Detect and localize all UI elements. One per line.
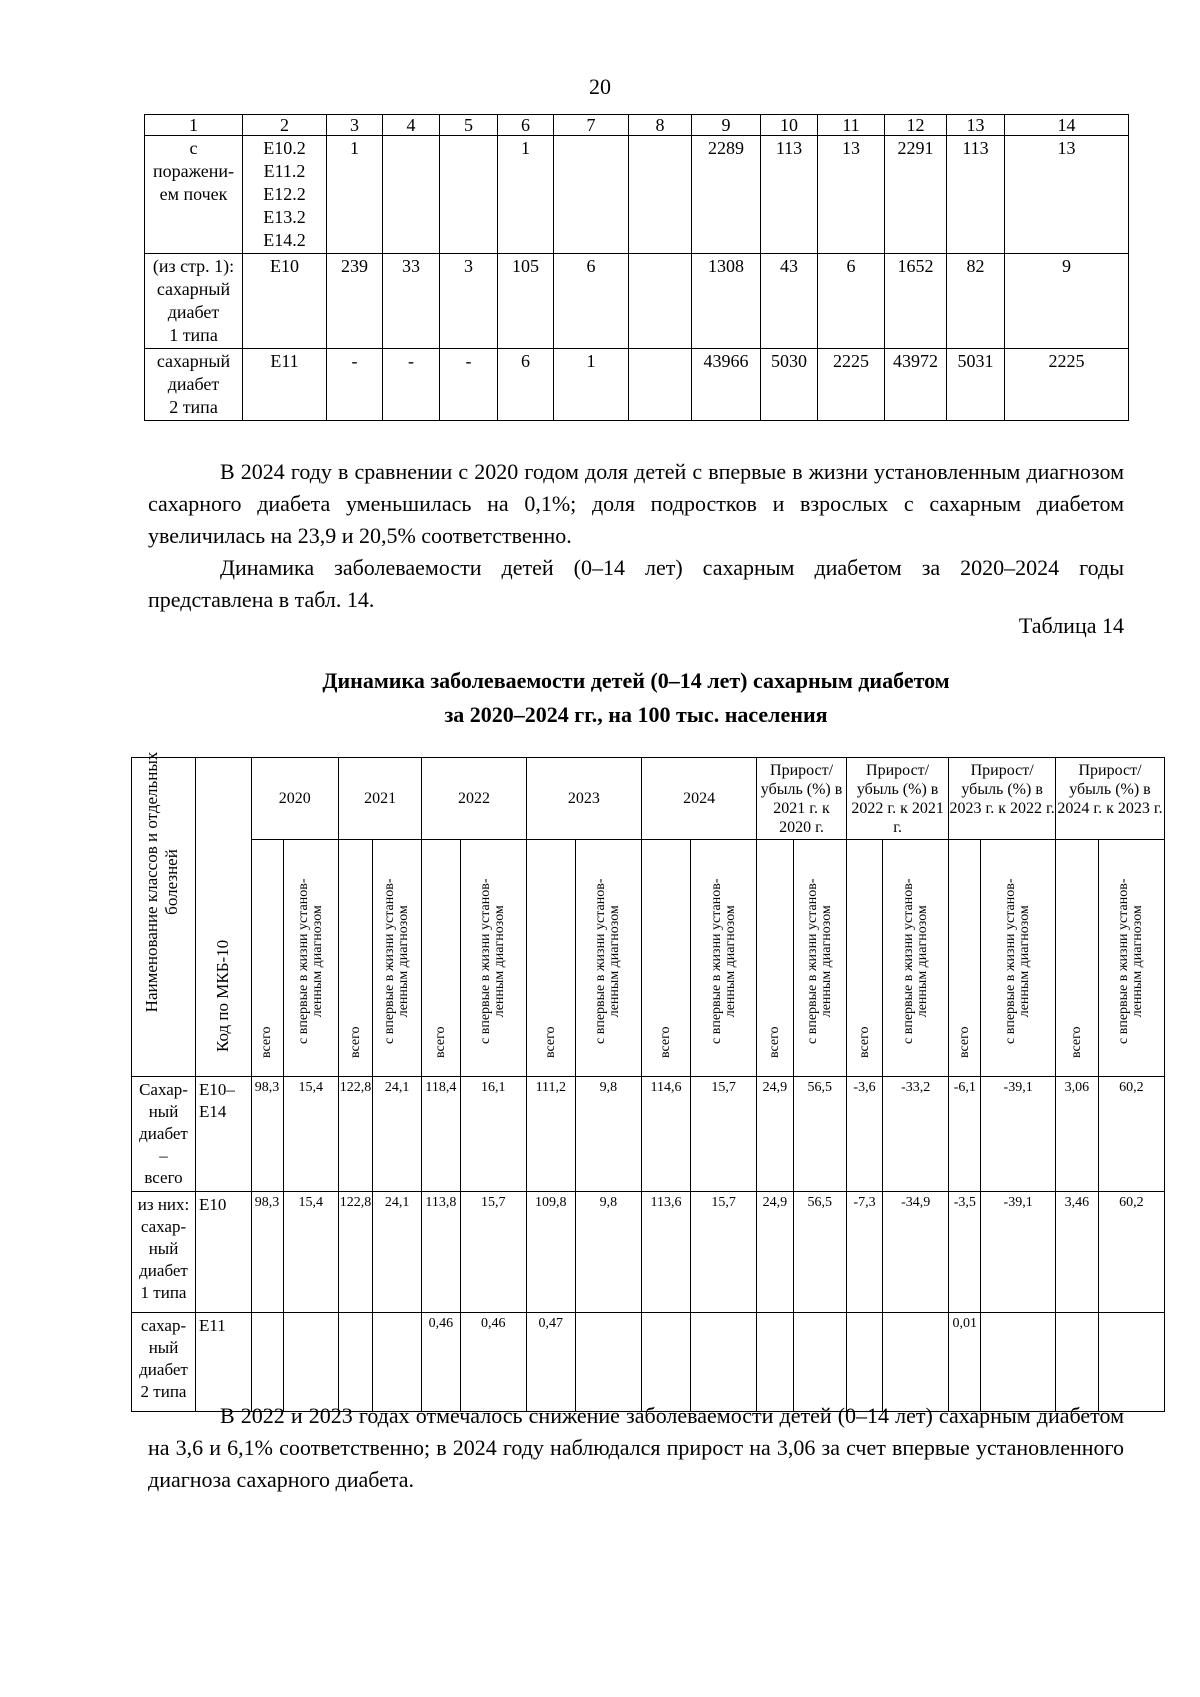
row-code: E10.2 E11.2 E12.2 E13.2 E14.2 [243, 136, 327, 254]
row-name: сахар- ный диабет 2 типа [132, 1313, 196, 1412]
column-number: 13 [947, 115, 1005, 136]
column-number: 2 [243, 115, 327, 136]
table-cell [575, 1313, 641, 1412]
subheader-total [251, 840, 283, 1077]
table-cell: -39,1 [981, 1077, 1056, 1192]
subheader-total-text: всего [766, 1026, 782, 1058]
subheader-total-text: всего [956, 1026, 972, 1058]
table-cell: 113 [947, 136, 1005, 254]
col-code-header-text: Код по МКБ-10 [213, 939, 233, 1052]
subheader-total [526, 840, 575, 1077]
subheader-new [283, 840, 338, 1077]
row-code: E10– E14 [196, 1077, 251, 1192]
table-cell [629, 136, 692, 254]
table-14 [131, 751, 1165, 1412]
table-cell: 82 [947, 254, 1005, 349]
table-cell [757, 1313, 793, 1412]
table-cell [883, 1313, 949, 1412]
subheader-new [460, 840, 526, 1077]
year-header: 2020 [251, 758, 338, 840]
table-cell: 15,4 [283, 1077, 338, 1192]
table-cell: -39,1 [981, 1192, 1056, 1313]
table-cell: 239 [327, 254, 383, 349]
table-cell: 13 [818, 136, 885, 254]
subheader-new-text: с впервые в жизни установ- ленным диагнозом [382, 878, 412, 1044]
subheader-new [373, 840, 422, 1077]
column-number: 14 [1005, 115, 1129, 136]
table-cell [1055, 1313, 1098, 1412]
subheader-total [338, 840, 372, 1077]
year-header: 2023 [526, 758, 641, 840]
column-number: 4 [383, 115, 440, 136]
table-cell: 113 [761, 136, 818, 254]
table-cell: 2225 [818, 349, 885, 421]
table-cell: 1652 [885, 254, 947, 349]
table-cell: 113,6 [642, 1192, 691, 1313]
subheader-new [981, 840, 1056, 1077]
column-number: 5 [440, 115, 498, 136]
table-cell [554, 136, 629, 254]
subheader-total-text: всего [1068, 1026, 1084, 1058]
row-code: E11 [243, 349, 327, 421]
column-number: 9 [692, 115, 761, 136]
table-cell: 0,01 [949, 1313, 981, 1412]
table-row [145, 136, 1129, 254]
table-cell: 109,8 [526, 1192, 575, 1313]
table-cell: 6 [818, 254, 885, 349]
table-cell: - [383, 349, 440, 421]
table-row [132, 1077, 1165, 1192]
table-14-title-line1: Динамика заболеваемости детей (0–14 лет) сахарным диабетом [322, 668, 950, 693]
table-14-title-line2: за 2020–2024 гг., на 100 тыс. населения [444, 702, 828, 727]
table-cell: 122,8 [338, 1077, 372, 1192]
table-cell: 1 [498, 136, 554, 254]
row-name: (из стр. 1): сахарный диабет 1 типа [145, 254, 243, 349]
table-cell [373, 1313, 422, 1412]
col-code-header [196, 758, 251, 1077]
table-cell [691, 1313, 757, 1412]
table-cell: 56,5 [793, 1077, 846, 1192]
table-cell: -33,2 [883, 1077, 949, 1192]
row-name: Сахар- ный диабет – всего [132, 1077, 196, 1192]
year-header: 2024 [642, 758, 757, 840]
subheader-total-text: всего [259, 1026, 274, 1058]
table-cell: - [440, 349, 498, 421]
table-cell: 9,8 [575, 1077, 641, 1192]
paragraph-conclusion: В 2022 и 2023 годах отмечалось снижение заболеваемости детей (0–14 лет) сахарным диабетом на 3,6 и 6,1% соответственно; в 2024 году наблюдался прирост на 3,06 за счет впервые установленного диагноза сахарного диабета. [148, 1403, 1124, 1492]
table-cell: 122,8 [338, 1192, 372, 1313]
subheader-total [949, 840, 981, 1077]
subheader-total-text: всего [856, 1026, 872, 1058]
growth-header: Прирост/ убыль (%) в 2023 г. к 2022 г. [949, 758, 1056, 840]
table-cell: 0,46 [422, 1313, 460, 1412]
subheader-new-text: с впервые в жизни установ- ленным диагнозом [900, 878, 930, 1044]
growth-header: Прирост/ убыль (%) в 2022 г. к 2021 г. [846, 758, 948, 840]
table-cell: 98,3 [251, 1192, 283, 1313]
table-row [132, 1192, 1165, 1313]
table-cell: 0,47 [526, 1313, 575, 1412]
table-cell: 111,2 [526, 1077, 575, 1192]
col-name-header [132, 751, 196, 1077]
table-cell: 1 [554, 349, 629, 421]
table-cell: 2291 [885, 136, 947, 254]
growth-header: Прирост/ убыль (%) в 2021 г. к 2020 г. [757, 758, 847, 840]
table-cell: 9,8 [575, 1192, 641, 1313]
subheader-total [422, 840, 460, 1077]
table-cell [338, 1313, 372, 1412]
table-row [132, 1313, 1165, 1412]
table-cell: 114,6 [642, 1077, 691, 1192]
table-cell [1098, 1313, 1164, 1412]
subheader-new [575, 840, 641, 1077]
column-number: 8 [629, 115, 692, 136]
table-cell: 15,4 [283, 1192, 338, 1313]
subheader-new [793, 840, 846, 1077]
table-cell: -3,5 [949, 1192, 981, 1313]
subheader-new-text: с впервые в жизни установ- ленным диагнозом [708, 878, 738, 1044]
subheader-new [1098, 840, 1164, 1077]
table-cell: 6 [554, 254, 629, 349]
table-14-title [148, 664, 1124, 732]
table-cell: 56,5 [793, 1192, 846, 1313]
subheader-total [1055, 840, 1098, 1077]
table-cell [251, 1313, 283, 1412]
row-name: сахарный диабет 2 типа [145, 349, 243, 421]
column-number: 10 [761, 115, 818, 136]
subheader-new-text: с впервые в жизни установ- ленным диагнозом [804, 878, 834, 1044]
paragraph-table-intro: Динамика заболеваемости детей (0–14 лет) сахарным диабетом за 2020–2024 годы представлена в табл. 14. [148, 555, 1124, 612]
table-cell: 24,9 [757, 1192, 793, 1313]
column-number: 3 [327, 115, 383, 136]
column-number: 7 [554, 115, 629, 136]
table-row [145, 349, 1129, 421]
table-row [145, 254, 1129, 349]
table-cell: -34,9 [883, 1192, 949, 1313]
table-cell: 5030 [761, 349, 818, 421]
table-cell [629, 349, 692, 421]
table-cell: 24,1 [373, 1077, 422, 1192]
subheader-new [883, 840, 949, 1077]
growth-header: Прирост/ убыль (%) в 2024 г. к 2023 г. [1055, 758, 1164, 840]
table-cell: 13 [1005, 136, 1129, 254]
table-cell: 24,9 [757, 1077, 793, 1192]
table-cell: -7,3 [846, 1192, 882, 1313]
table-cell: 98,3 [251, 1077, 283, 1192]
row-code: E10 [243, 254, 327, 349]
column-number: 12 [885, 115, 947, 136]
table-cell: 2225 [1005, 349, 1129, 421]
table-cell: 15,7 [460, 1192, 526, 1313]
table-cell: 5031 [947, 349, 1005, 421]
subheader-total [642, 840, 691, 1077]
row-name: с поражени- ем почек [145, 136, 243, 254]
subheader-new-text: с впервые в жизни установ- ленным диагнозом [1003, 878, 1033, 1044]
table-cell [283, 1313, 338, 1412]
year-header: 2022 [422, 758, 527, 840]
table-cell: 15,7 [691, 1077, 757, 1192]
page-number: 20 [589, 74, 611, 99]
table-cell: 105 [498, 254, 554, 349]
column-number: 11 [818, 115, 885, 136]
table-cell: 60,2 [1098, 1077, 1164, 1192]
table-cell: -3,6 [846, 1077, 882, 1192]
subheader-total-text: всего [347, 1026, 363, 1058]
table-cell: 43966 [692, 349, 761, 421]
table-cell: 0,46 [460, 1313, 526, 1412]
table-cell: - [327, 349, 383, 421]
table-cell: 118,4 [422, 1077, 460, 1192]
table-cell: 16,1 [460, 1077, 526, 1192]
table-cell: 1308 [692, 254, 761, 349]
table-cell: 24,1 [373, 1192, 422, 1313]
table-cell [846, 1313, 882, 1412]
subheader-total-text: всего [658, 1026, 674, 1058]
table-cell: 3,06 [1055, 1077, 1098, 1192]
table-continuation [144, 114, 1129, 421]
table-cell: 60,2 [1098, 1192, 1164, 1313]
column-number: 1 [145, 115, 243, 136]
table-cell: 113,8 [422, 1192, 460, 1313]
table-cell [642, 1313, 691, 1412]
table-cell: -6,1 [949, 1077, 981, 1192]
table-cell [383, 136, 440, 254]
row-name: из них: сахар- ный диабет 1 типа [132, 1192, 196, 1313]
table-label: Таблица 14 [1018, 613, 1124, 638]
table-cell: 33 [383, 254, 440, 349]
paragraph-share-change: В 2024 году в сравнении с 2020 годом доля детей с впервые в жизни установленным диагнозом сахарного диабета уменьшилась на 0,1%; доля подростков и взрослых с сахарным диабетом увеличилась на 23,9 и 20,5% соответственно. [148, 459, 1124, 548]
table-cell [440, 136, 498, 254]
table-cell: 3 [440, 254, 498, 349]
subheader-new-text: с впервые в жизни установ- ленным диагнозом [593, 878, 623, 1044]
table-cell: 9 [1005, 254, 1129, 349]
row-code: E10 [196, 1192, 251, 1313]
subheader-new-text: с впервые в жизни установ- ленным диагнозом [1116, 878, 1146, 1044]
subheader-new [691, 840, 757, 1077]
subheader-total [757, 840, 793, 1077]
table-cell: 3,46 [1055, 1192, 1098, 1313]
subheader-total-text: всего [542, 1026, 558, 1058]
subheader-total [846, 840, 882, 1077]
table-cell: 2289 [692, 136, 761, 254]
subheader-new-text: с впервые в жизни установ- ленным диагнозом [478, 878, 508, 1044]
table-cell: 43972 [885, 349, 947, 421]
table-cell: 6 [498, 349, 554, 421]
col-name-header-text: Наименование классов и отдельных болезней [141, 751, 181, 1013]
subheader-total-text: всего [432, 1026, 448, 1058]
subheader-new-text: с впервые в жизни установ- ленным диагнозом [295, 878, 325, 1044]
table-cell [629, 254, 692, 349]
row-code: E11 [196, 1313, 251, 1412]
table-cell [981, 1313, 1056, 1412]
table-cell: 1 [327, 136, 383, 254]
column-number: 6 [498, 115, 554, 136]
year-header: 2021 [338, 758, 421, 840]
table-cell: 43 [761, 254, 818, 349]
table-cell: 15,7 [691, 1192, 757, 1313]
table-cell [793, 1313, 846, 1412]
